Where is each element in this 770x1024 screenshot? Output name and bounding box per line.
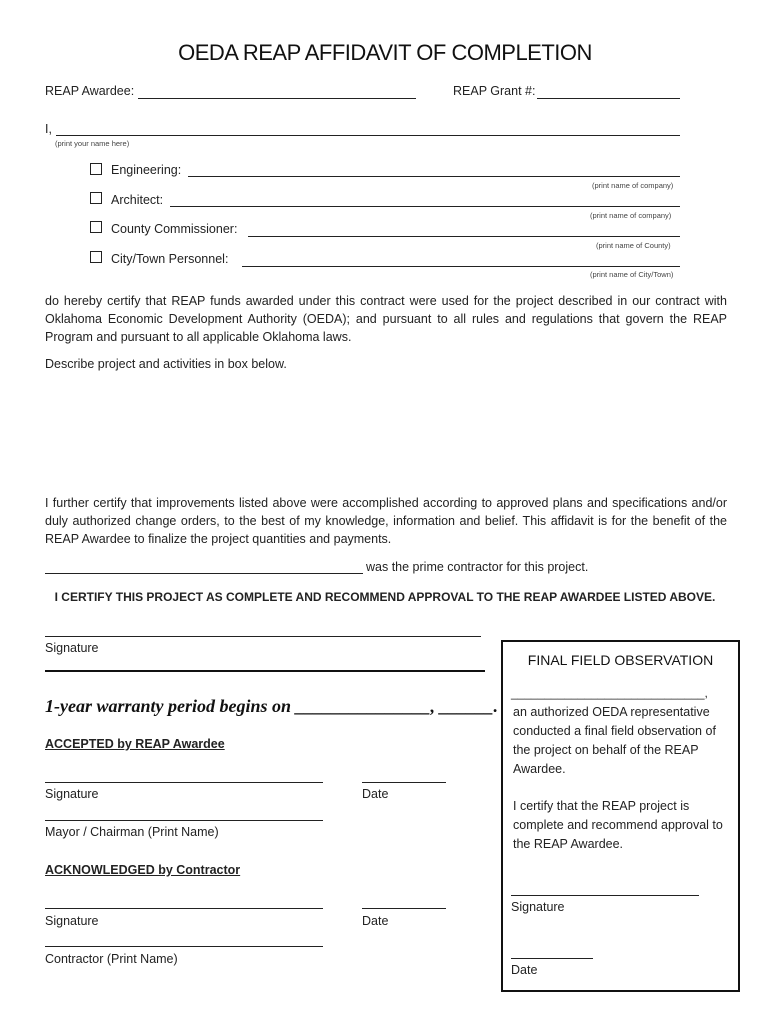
city-town-label: City/Town Personnel: (111, 252, 229, 266)
contractor-name-label: Contractor (Print Name) (45, 952, 178, 966)
final-field-observation-box (501, 640, 740, 992)
contractor-name-line[interactable] (45, 946, 323, 947)
mayor-name-line[interactable] (45, 820, 323, 821)
contractor-date-label: Date (362, 914, 389, 928)
architect-checkbox[interactable] (90, 192, 102, 204)
prime-contractor-input-line[interactable] (45, 573, 363, 574)
contractor-date-line[interactable] (362, 908, 446, 909)
print-name-hint: (print your name here) (55, 139, 130, 148)
describe-label: Describe project and activities in box below. (45, 357, 287, 371)
county-commissioner-input-line[interactable] (248, 236, 680, 237)
contractor-signature-line[interactable] (45, 908, 323, 909)
acknowledged-heading: ACKNOWLEDGED by Contractor (45, 863, 241, 877)
representative-name-line[interactable]: _____________________________, (511, 686, 708, 700)
final-date-label: Date (511, 963, 538, 977)
observation-text: an authorized OEDA representative conducted a final field observation of the project on behalf of the REAP Awardee. (513, 705, 716, 776)
grant-input-line[interactable] (537, 98, 680, 99)
certify-complete-statement: I CERTIFY THIS PROJECT AS COMPLETE AND RECOMMEND APPROVAL TO THE REAP AWARDEE LISTED ABOVE. (54, 590, 716, 604)
mayor-name-label: Mayor / Chairman (Print Name) (45, 825, 219, 839)
awardee-input-line[interactable] (138, 98, 416, 99)
city-town-input-line[interactable] (242, 266, 680, 267)
county-commissioner-hint: (print name of County) (596, 241, 671, 250)
architect-label: Architect: (111, 193, 164, 207)
awardee-signature-line[interactable] (45, 782, 323, 783)
contractor-signature-label: Signature (45, 914, 99, 928)
final-field-heading: FINAL FIELD OBSERVATION (527, 652, 714, 668)
section-divider (45, 670, 485, 672)
city-town-checkbox[interactable] (90, 251, 102, 263)
i-label: I, (45, 122, 52, 136)
awardee-date-line[interactable] (362, 782, 446, 783)
page-title: OEDA REAP AFFIDAVIT OF COMPLETION (178, 40, 592, 65)
city-town-hint: (print name of City/Town) (590, 270, 674, 279)
engineering-hint: (print name of company) (592, 181, 674, 190)
project-description-area[interactable] (45, 378, 727, 488)
engineering-label: Engineering: (111, 163, 182, 177)
certifier-signature-line[interactable] (45, 636, 481, 637)
grant-label: REAP Grant #: (453, 84, 536, 98)
final-signature-label: Signature (511, 900, 565, 914)
engineering-checkbox[interactable] (90, 163, 102, 175)
accepted-heading: ACCEPTED by REAP Awardee (45, 737, 225, 751)
architect-input-line[interactable] (170, 206, 680, 207)
architect-hint: (print name of company) (590, 211, 672, 220)
engineering-input-line[interactable] (188, 176, 680, 177)
county-commissioner-checkbox[interactable] (90, 221, 102, 233)
awardee-label: REAP Awardee: (45, 84, 135, 98)
certifier-signature-label: Signature (45, 641, 99, 655)
certify-paragraph: do hereby certify that REAP funds awarded under this contract were used for the project described in our contract with Oklahoma Economic Development Authority (OEDA); and pursuant to all rules and regulations that govern the REAP Program and pursuant to all applicable Oklahoma laws. (45, 294, 727, 344)
prime-contractor-text: was the prime contractor for this project. (366, 560, 589, 574)
final-date-line[interactable] (511, 958, 593, 959)
final-signature-line[interactable] (511, 895, 699, 896)
final-certify-text: I certify that the REAP project is complete and recommend approval to the REAP Awardee. (513, 799, 723, 851)
awardee-signature-label: Signature (45, 787, 99, 801)
county-commissioner-label: County Commissioner: (111, 222, 238, 236)
warranty-text: 1-year warranty period begins on _______________, ______. (45, 696, 499, 716)
further-paragraph: I further certify that improvements listed above were accomplished according to approved plans and specifications and/or duly authorized change orders, to the best of my knowledge, information and belief. This affidavit is for the benefit of the REAP Awardee to finalize the project quantities and payments. (45, 496, 727, 546)
awardee-date-label: Date (362, 787, 389, 801)
name-input-line[interactable] (56, 135, 680, 136)
